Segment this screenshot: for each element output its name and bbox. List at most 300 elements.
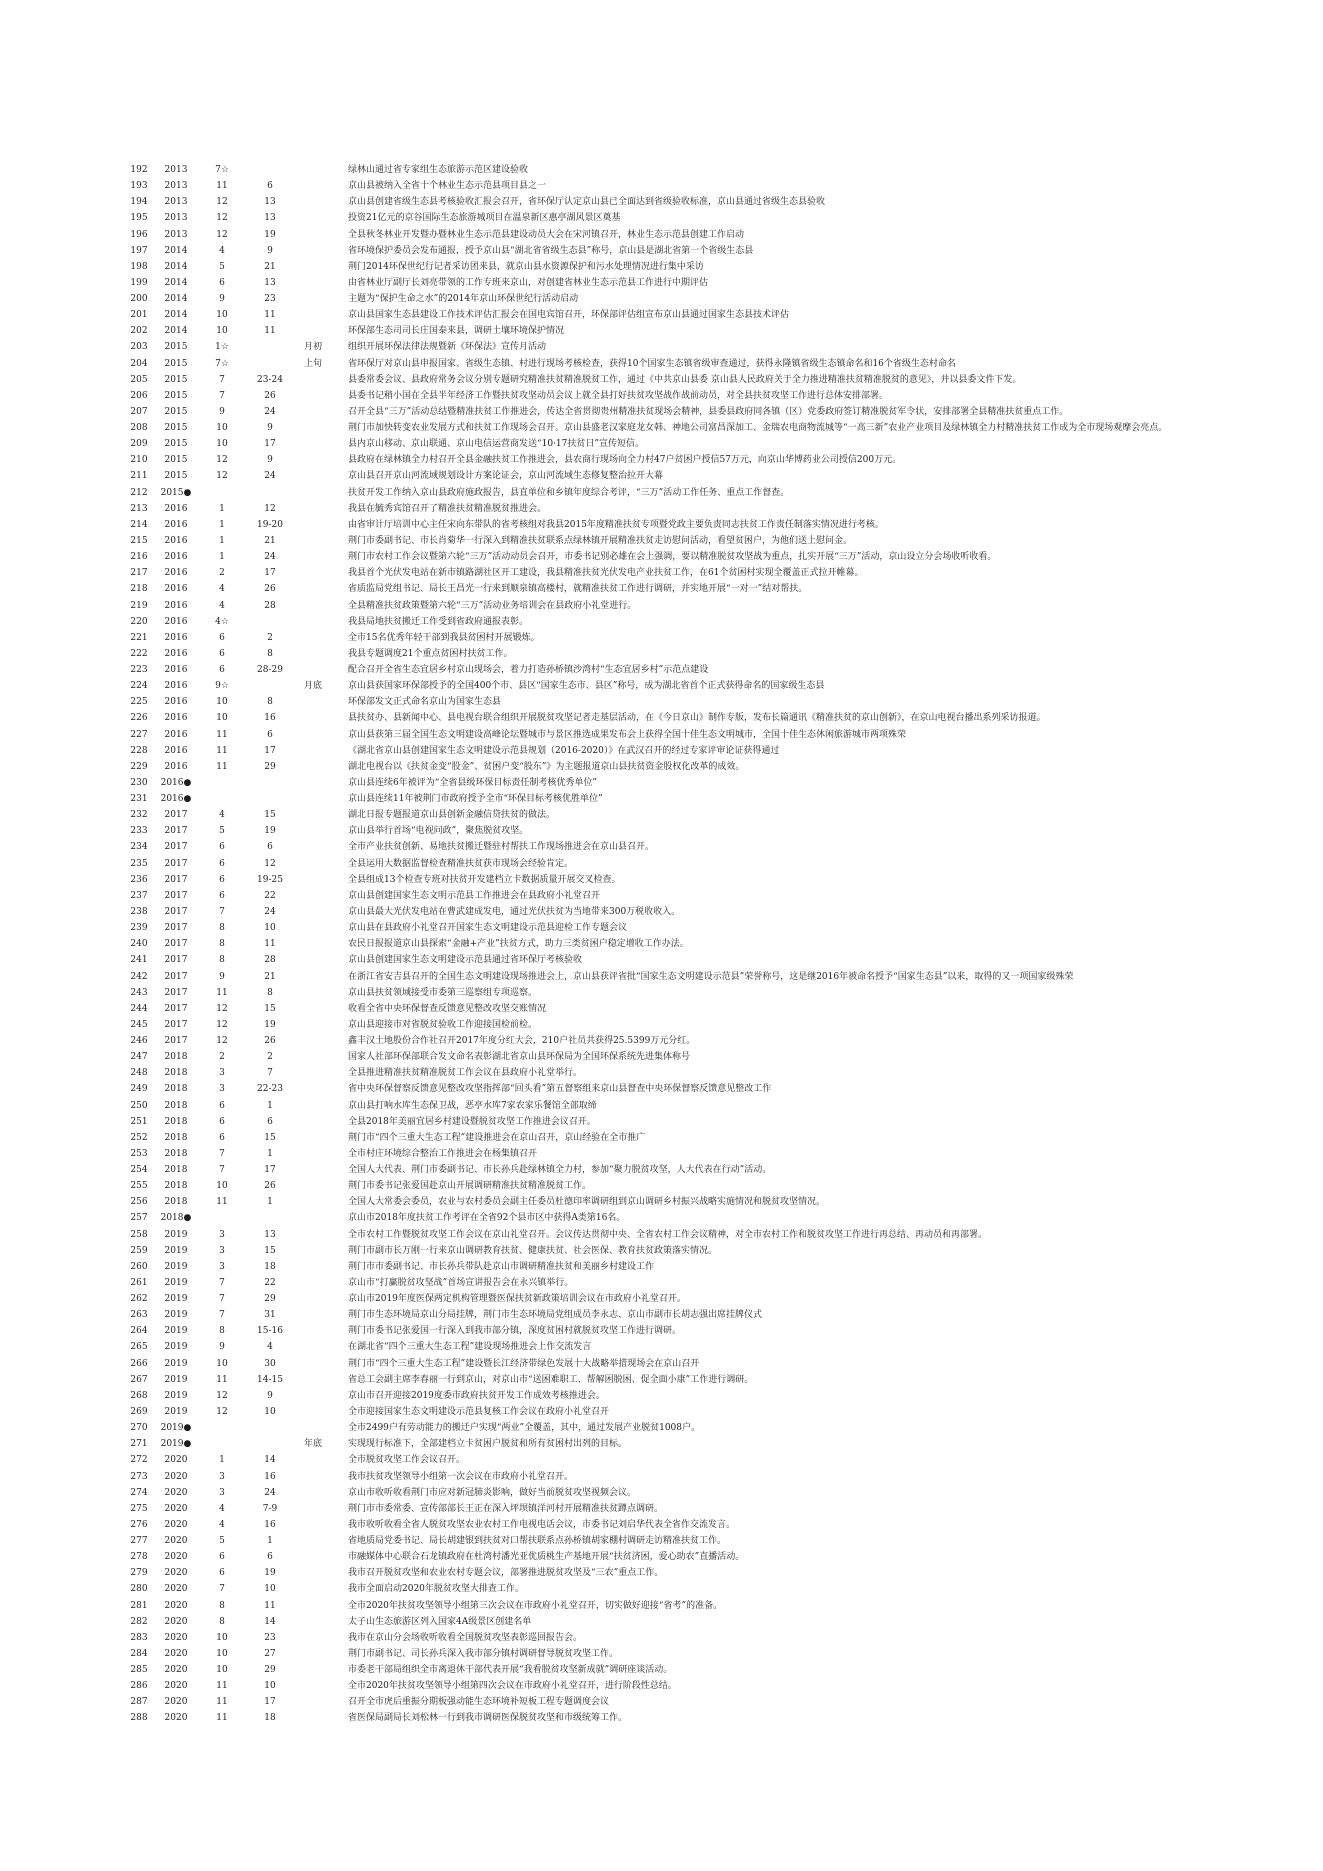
row-number: 205 xyxy=(130,374,148,385)
row-description: 我市全面启动2020年脱贫攻坚大排查工作。 xyxy=(348,1584,524,1595)
row-period-note xyxy=(296,372,330,388)
row-month xyxy=(206,485,238,501)
row-description: 县内京山移动、京山联通、京山电信运营商发送“10·17扶贫日”宣传短信。 xyxy=(348,439,644,450)
row-description: 京山县创建国家生态文明建设示范县通过省环保厅考核验收 xyxy=(348,955,583,966)
row-period-note xyxy=(296,727,330,743)
row-period-note xyxy=(296,1017,330,1033)
row-year: 2019 xyxy=(164,1277,188,1288)
row-month: 12 xyxy=(216,1003,228,1014)
row-day: 6 xyxy=(267,1552,273,1563)
row-year: 2020 xyxy=(164,1584,188,1595)
row-year: 2020 xyxy=(164,1487,188,1498)
table-row xyxy=(0,969,1323,985)
row-day: 15 xyxy=(264,1003,276,1014)
row-description: 京山县召开京山河流域规划设计方案论证会，京山河流域生态修复整治拉开大幕 xyxy=(348,471,664,482)
row-number: 192 xyxy=(130,165,148,175)
row-period-note xyxy=(296,1146,330,1162)
row-period-note: 上旬 xyxy=(303,358,322,369)
row-day xyxy=(248,775,292,791)
row-number: 223 xyxy=(130,665,148,676)
row-year: 2015 xyxy=(164,471,188,482)
row-year: 2016 xyxy=(164,648,188,659)
row-number: 214 xyxy=(130,519,148,530)
row-period-note xyxy=(296,1081,330,1097)
row-description: 省环境保护委员会发布通报，授予京山县“湖北省省级生态县”称号，京山县是湖北省第一个省级生态县 xyxy=(348,245,754,256)
row-year: 2019 xyxy=(164,1310,188,1321)
table-row xyxy=(0,1581,1323,1597)
row-number: 271 xyxy=(130,1439,148,1450)
row-description: 我县局地扶贫搬迁工作受到省政府通报表彰。 xyxy=(348,616,529,627)
row-year: 2020 xyxy=(164,1455,188,1466)
row-description: 省环保厅对京山县申报国家、省级生态镇、村进行现场考核检查，获得10个国家生态镇省级审查通过，获得永隆镇省级生态镇命名和16个省级生态村命名 xyxy=(348,358,956,369)
row-month: 12 xyxy=(216,1036,228,1047)
table-row xyxy=(0,1146,1323,1162)
row-description: 全市迎接国家生态文明建设示范县复核工作会议在政府小礼堂召开 xyxy=(348,1407,610,1417)
table-row xyxy=(0,291,1323,307)
row-month: 11 xyxy=(216,1681,228,1692)
row-description: 省中央环保督察反馈意见整改攻坚指挥部“回头看”第五督察组来京山县督查中央环保督察反馈意见整改工作 xyxy=(348,1084,772,1095)
row-number: 275 xyxy=(130,1503,148,1514)
row-month: 3 xyxy=(219,1245,225,1256)
row-year: 2016 xyxy=(164,632,188,643)
row-day: 17 xyxy=(264,745,276,756)
row-day xyxy=(248,614,292,630)
row-number: 260 xyxy=(130,1261,148,1272)
row-year: 2017 xyxy=(164,923,188,934)
row-description: 荆门市市委常委、宣传部部长王正在深入坪坝镇洋河村开展精准扶贫蹲点调研。 xyxy=(348,1503,664,1514)
row-year: 2015 xyxy=(164,374,188,385)
row-description: 全市产业扶贫创新、易地扶贫搬迁暨驻村帮扶工作现场推进会在京山县召开。 xyxy=(348,842,655,853)
row-period-note xyxy=(296,388,330,404)
row-number: 197 xyxy=(130,245,148,256)
row-year: 2020 xyxy=(164,1681,188,1692)
row-period-note xyxy=(296,452,330,468)
row-period-note xyxy=(296,1598,330,1614)
row-number: 229 xyxy=(130,761,148,772)
row-description: 荆门市副书记、司长孙兵深入我市部分镇村调研督导脱贫攻坚工作。 xyxy=(348,1648,619,1659)
row-day: 13 xyxy=(264,197,276,208)
row-year: 2018 xyxy=(164,1181,188,1192)
row-description: 荆门市“四个三重大生态工程”建设推进会在京山召开，京山经验在全市推广 xyxy=(348,1132,646,1143)
row-month: 6 xyxy=(219,1132,225,1143)
row-description: 环保部发文正式命名京山为国家生态县 xyxy=(348,697,502,708)
row-number: 272 xyxy=(130,1455,148,1466)
table-row xyxy=(0,1049,1323,1065)
row-number: 213 xyxy=(130,503,148,514)
row-period-note xyxy=(296,1501,330,1517)
table-row xyxy=(0,1356,1323,1372)
row-period-note xyxy=(296,1065,330,1081)
row-period-note xyxy=(296,1469,330,1485)
row-description: 环保部生态司司长庄国泰来县，调研土壤环境保护情况 xyxy=(348,326,565,337)
row-day: 14 xyxy=(264,1616,276,1627)
row-period-note xyxy=(296,210,330,226)
row-description: 配合召开全省生态宜居乡村京山现场会，着力打造孙桥镇沙湾村“生态宜居乡村”示范点建设 xyxy=(348,665,709,676)
row-day: 13 xyxy=(264,213,276,224)
row-description: 县委常委会议、县政府常务会议分别专题研究精准扶贫精准脱贫工作，通过《中共京山县委 京山县人民政府关于全力推进精准扶贫精准脱贫的意见》，并以县委文件下发。 xyxy=(348,374,1022,385)
row-period-note xyxy=(296,1339,330,1355)
row-description: 我市扶贫攻坚领导小组第一次会议在市政府小礼堂召开。 xyxy=(348,1471,574,1482)
row-period-note xyxy=(296,323,330,339)
table-row xyxy=(0,404,1323,420)
row-number: 208 xyxy=(130,423,148,434)
row-month: 1 xyxy=(219,503,225,514)
row-period-note xyxy=(296,1388,330,1404)
row-number: 194 xyxy=(130,197,148,208)
row-number: 287 xyxy=(130,1697,148,1708)
row-description: 京山县扶贫领域接受市委第三巡察组专项巡察。 xyxy=(348,987,538,998)
table-row xyxy=(0,1081,1323,1097)
row-day: 14-15 xyxy=(257,1374,283,1385)
row-day: 16 xyxy=(264,1471,276,1482)
row-month: 11 xyxy=(216,1713,228,1724)
row-period-note xyxy=(296,194,330,210)
row-period-note xyxy=(296,1033,330,1049)
row-period-note xyxy=(296,307,330,323)
row-year: 2016 xyxy=(164,519,188,530)
table-row xyxy=(0,243,1323,259)
row-number: 231 xyxy=(130,794,148,805)
row-period-note xyxy=(296,1275,330,1291)
row-day: 15 xyxy=(264,1245,276,1256)
row-year: 2017 xyxy=(164,906,188,917)
table-row xyxy=(0,727,1323,743)
row-year: 2016 xyxy=(164,761,188,772)
row-day: 1 xyxy=(267,1148,273,1159)
row-day xyxy=(248,1420,292,1436)
row-period-note xyxy=(296,178,330,194)
row-day: 13 xyxy=(264,277,276,288)
row-period-note xyxy=(296,1001,330,1017)
row-number: 256 xyxy=(130,1197,148,1208)
row-month: 11 xyxy=(216,745,228,756)
row-number: 252 xyxy=(130,1132,148,1143)
row-day: 2 xyxy=(267,632,273,643)
row-period-note xyxy=(296,759,330,775)
table-row xyxy=(0,1194,1323,1210)
row-month: 9☆ xyxy=(215,681,229,692)
row-month: 9 xyxy=(219,971,225,982)
row-number: 258 xyxy=(130,1229,148,1240)
row-period-note xyxy=(296,888,330,904)
row-period-note xyxy=(296,710,330,726)
row-description: 荆门市生态环境局京山分局挂牌，荆门市生态环境局党组成员李永志、京山市副市长胡志强出席挂牌仪式 xyxy=(348,1310,763,1321)
row-day: 13 xyxy=(264,1229,276,1240)
row-number: 274 xyxy=(130,1487,148,1498)
table-row xyxy=(0,1275,1323,1291)
row-month: 4 xyxy=(219,245,225,256)
row-period-note xyxy=(296,275,330,291)
row-number: 278 xyxy=(130,1552,148,1563)
row-month: 10 xyxy=(216,697,228,708)
row-period-note xyxy=(296,517,330,533)
row-period-note xyxy=(296,856,330,872)
row-month xyxy=(206,791,238,807)
row-number: 266 xyxy=(130,1358,148,1369)
table-row xyxy=(0,856,1323,872)
table-row xyxy=(0,323,1323,339)
row-day: 26 xyxy=(264,390,276,401)
row-month: 3 xyxy=(219,1229,225,1240)
row-year: 2015 xyxy=(164,358,188,369)
row-day: 12 xyxy=(264,858,276,869)
row-number: 264 xyxy=(130,1326,148,1337)
row-period-note xyxy=(296,1452,330,1468)
row-year: 2016 xyxy=(164,584,188,595)
table-row xyxy=(0,1662,1323,1678)
row-number: 273 xyxy=(130,1471,148,1482)
table-row xyxy=(0,1710,1323,1726)
row-description: 京山县迎接市对省脱贫验收工作迎接国检前检。 xyxy=(348,1019,538,1030)
row-number: 195 xyxy=(130,213,148,224)
row-year: 2019● xyxy=(160,1439,192,1450)
table-row xyxy=(0,1291,1323,1307)
table-row xyxy=(0,1339,1323,1355)
row-period-note xyxy=(296,775,330,791)
table-row xyxy=(0,1065,1323,1081)
row-description: 农民日报报道京山县探索“金融+产业”扶贫方式，助力三类贫困户稳定增收工作办法。 xyxy=(348,939,689,950)
row-period-note xyxy=(296,969,330,985)
row-day xyxy=(248,678,292,694)
row-year: 2016 xyxy=(164,697,188,708)
row-day: 28-29 xyxy=(257,665,283,676)
row-day: 19-25 xyxy=(257,874,283,885)
row-period-note xyxy=(296,694,330,710)
row-month: 7☆ xyxy=(215,358,229,369)
row-year: 2019 xyxy=(164,1229,188,1240)
row-year: 2017 xyxy=(164,971,188,982)
row-month: 11 xyxy=(216,1697,228,1708)
row-day: 6 xyxy=(267,729,273,740)
row-year: 2020 xyxy=(164,1665,188,1676)
row-number: 202 xyxy=(130,326,148,337)
row-description: 全县精准扶贫政策暨第六轮“三万”活动业务培训会在县政府小礼堂进行。 xyxy=(348,600,637,611)
row-description: 京山市收听收看荆门市应对新冠肺炎影响，做好当前脱贫攻坚视频会议。 xyxy=(348,1487,637,1498)
row-period-note xyxy=(296,243,330,259)
row-day: 10 xyxy=(264,1681,276,1692)
table-row xyxy=(0,339,1323,355)
row-year: 2020 xyxy=(164,1632,188,1643)
row-month: 12 xyxy=(216,1407,228,1417)
table-row xyxy=(0,791,1323,807)
row-day xyxy=(248,791,292,807)
row-month: 10 xyxy=(216,1632,228,1643)
row-number: 257 xyxy=(130,1213,148,1224)
row-period-note xyxy=(296,1549,330,1565)
row-number: 203 xyxy=(130,342,148,353)
row-description: 全县秋冬林业开发暨办暨林业生态示范县建设动员大会在宋河镇召开，林业生态示范县创建工作启动 xyxy=(348,229,745,240)
row-period-note xyxy=(296,662,330,678)
row-year: 2018● xyxy=(160,1213,192,1224)
row-day: 15 xyxy=(264,1132,276,1143)
row-month: 6 xyxy=(219,632,225,643)
row-description: 扶贫开发工作纳入京山县政府施政报告，县直单位和乡镇年度综合考评，“三万”活动工作任务、重点工作督查。 xyxy=(348,487,790,498)
row-number: 270 xyxy=(130,1423,148,1434)
row-description: 实现现行标准下，全部建档立卡贫困户脱贫和所有贫困村出列的目标。 xyxy=(348,1439,628,1450)
row-number: 240 xyxy=(130,939,148,950)
row-period-note xyxy=(296,162,330,178)
table-row xyxy=(0,1694,1323,1710)
row-day: 26 xyxy=(264,1036,276,1047)
row-month: 11 xyxy=(216,181,228,192)
row-period-note: 月初 xyxy=(303,342,322,353)
row-day: 23 xyxy=(264,1632,276,1643)
row-period-note xyxy=(296,1259,330,1275)
table-row xyxy=(0,1178,1323,1194)
row-year: 2016 xyxy=(164,535,188,546)
row-number: 265 xyxy=(130,1342,148,1353)
row-year: 2019 xyxy=(164,1245,188,1256)
row-period-note xyxy=(296,1210,330,1226)
table-row xyxy=(0,1678,1323,1694)
row-period-note xyxy=(296,227,330,243)
row-year: 2016 xyxy=(164,616,188,627)
row-number: 262 xyxy=(130,1294,148,1305)
row-day: 7-9 xyxy=(262,1503,278,1514)
table-row xyxy=(0,614,1323,630)
table-row xyxy=(0,549,1323,565)
row-number: 212 xyxy=(130,487,148,498)
row-description: 京山县被纳入全省十个林业生态示范县项目县之一 xyxy=(348,181,547,192)
row-month: 7 xyxy=(219,1277,225,1288)
row-day: 6 xyxy=(267,1116,273,1127)
row-month: 7 xyxy=(219,1294,225,1305)
row-day: 8 xyxy=(267,648,273,659)
row-description: 由省审计厅培训中心主任宋向东带队的省考核组对我县2015年度精准扶贫专项暨党政主要负责同志扶贫工作责任制落实情况进行考核。 xyxy=(348,519,884,530)
row-year: 2014 xyxy=(164,261,188,272)
row-month: 10 xyxy=(216,1358,228,1369)
row-number: 253 xyxy=(130,1148,148,1159)
row-month: 10 xyxy=(216,439,228,450)
table-row xyxy=(0,307,1323,323)
table-row xyxy=(0,275,1323,291)
row-day: 21 xyxy=(264,261,276,272)
row-number: 279 xyxy=(130,1568,148,1579)
row-year: 2013 xyxy=(164,197,188,208)
row-month: 7☆ xyxy=(215,165,229,175)
row-year: 2015 xyxy=(164,390,188,401)
row-number: 254 xyxy=(130,1165,148,1176)
row-day: 11 xyxy=(264,310,276,321)
row-year: 2020 xyxy=(164,1503,188,1514)
row-number: 227 xyxy=(130,729,148,740)
row-description: 全市2020年扶贫攻坚领导小组第三次会议在市政府小礼堂召开，切实做好迎接“省考”的准备。 xyxy=(348,1600,723,1611)
row-number: 263 xyxy=(130,1310,148,1321)
row-day: 29 xyxy=(264,761,276,772)
table-row xyxy=(0,743,1323,759)
row-number: 221 xyxy=(130,632,148,643)
row-day: 9 xyxy=(267,245,273,256)
row-day xyxy=(248,1210,292,1226)
row-description: 京山县在县政府小礼堂召开国家生态文明建设示范县迎检工作专题会议 xyxy=(348,923,628,934)
row-period-note xyxy=(296,1307,330,1323)
row-description: 全市2020年扶贫攻坚领导小组第四次会议在市政府小礼堂召开，进行阶段性总结。 xyxy=(348,1681,677,1692)
row-day: 17 xyxy=(264,1165,276,1176)
row-description: 全县推进精准扶贫精准脱贫工作会议在县政府小礼堂举行。 xyxy=(348,1068,583,1079)
row-period-note xyxy=(296,1678,330,1694)
row-number: 236 xyxy=(130,874,148,885)
row-number: 235 xyxy=(130,858,148,869)
row-period-note xyxy=(296,598,330,614)
row-year: 2017 xyxy=(164,1036,188,1047)
row-description: 太子山生态旅游区列入国家4A级景区创建名单 xyxy=(348,1616,532,1627)
row-description: 全市15名优秀年轻干部到我县贫困村开展锻炼。 xyxy=(348,632,540,643)
row-month: 4 xyxy=(219,600,225,611)
row-period-note xyxy=(296,404,330,420)
row-day: 19-20 xyxy=(257,519,283,530)
row-year: 2018 xyxy=(164,1148,188,1159)
row-month: 6 xyxy=(219,665,225,676)
row-number: 228 xyxy=(130,745,148,756)
table-row xyxy=(0,436,1323,452)
row-period-note: 年底 xyxy=(303,1439,322,1450)
table-row xyxy=(0,1630,1323,1646)
row-month: 6 xyxy=(219,890,225,901)
row-number: 219 xyxy=(130,600,148,611)
row-month: 6 xyxy=(219,648,225,659)
row-description: 我市在京山分会场收听收看全国脱贫攻坚表彰巡回报告会。 xyxy=(348,1632,583,1643)
row-year: 2017 xyxy=(164,890,188,901)
row-period-note xyxy=(296,1178,330,1194)
row-year: 2019 xyxy=(164,1326,188,1337)
row-day: 1 xyxy=(267,1197,273,1208)
row-period-note xyxy=(296,630,330,646)
row-day: 24 xyxy=(264,906,276,917)
row-period-note xyxy=(296,1227,330,1243)
row-number: 261 xyxy=(130,1277,148,1288)
row-number: 200 xyxy=(130,294,148,305)
row-day: 7 xyxy=(267,1068,273,1079)
row-description: 京山县获第三届全国生态文明建设高峰论坛暨城市与景区推选成果发布会上获得全国十佳生态文明城市，全国十佳生态休闲旅游城市两项殊荣 xyxy=(348,729,907,740)
row-month: 6 xyxy=(219,1116,225,1127)
row-month: 6 xyxy=(219,277,225,288)
row-day: 14 xyxy=(264,1455,276,1466)
table-row xyxy=(0,210,1323,226)
row-month: 5 xyxy=(219,261,225,272)
table-row xyxy=(0,1227,1323,1243)
row-month: 12 xyxy=(216,1019,228,1030)
row-period-note xyxy=(296,1533,330,1549)
row-period-note xyxy=(296,1581,330,1597)
row-description: 我县首个光伏发电站在新市镇路湖社区开工建设，我县精准扶贫光伏发电产业扶贫工作，在61个贫困村实现全覆盖正式拉开帷幕。 xyxy=(348,568,864,579)
row-period-note xyxy=(296,1049,330,1065)
row-period-note xyxy=(296,1291,330,1307)
row-period-note xyxy=(296,807,330,823)
row-period-note xyxy=(296,1323,330,1339)
row-period-note xyxy=(296,468,330,484)
table-row xyxy=(0,598,1323,614)
row-year: 2016 xyxy=(164,665,188,676)
row-day: 19 xyxy=(264,229,276,240)
row-day: 15-16 xyxy=(257,1326,283,1337)
row-year: 2014 xyxy=(164,245,188,256)
row-day: 9 xyxy=(267,455,273,466)
row-month: 6 xyxy=(219,1552,225,1563)
row-month: 4☆ xyxy=(215,616,229,627)
row-period-note xyxy=(296,1646,330,1662)
row-year: 2018 xyxy=(164,1197,188,1208)
row-number: 276 xyxy=(130,1519,148,1530)
row-description: 我市召开脱贫攻坚和农业农村专题会议，部署推进脱贫攻坚及“三农”重点工作。 xyxy=(348,1568,664,1579)
row-period-note xyxy=(296,1694,330,1710)
row-month: 6 xyxy=(219,1568,225,1579)
row-description: 荆门市加快转变农业发展方式和扶贫工作现场会召开。京山县盛老汉家庭龙女韩、神地公司富昌深加工、金瑞农电商物流城等“一高三新”农业产业项目及绿林镇全力村精准扶贫工作成为全市现场观摩会亮点。 xyxy=(348,423,1168,434)
row-period-note xyxy=(296,533,330,549)
row-year: 2013 xyxy=(164,229,188,240)
row-period-note xyxy=(296,1630,330,1646)
row-month: 7 xyxy=(219,390,225,401)
table-row xyxy=(0,1598,1323,1614)
